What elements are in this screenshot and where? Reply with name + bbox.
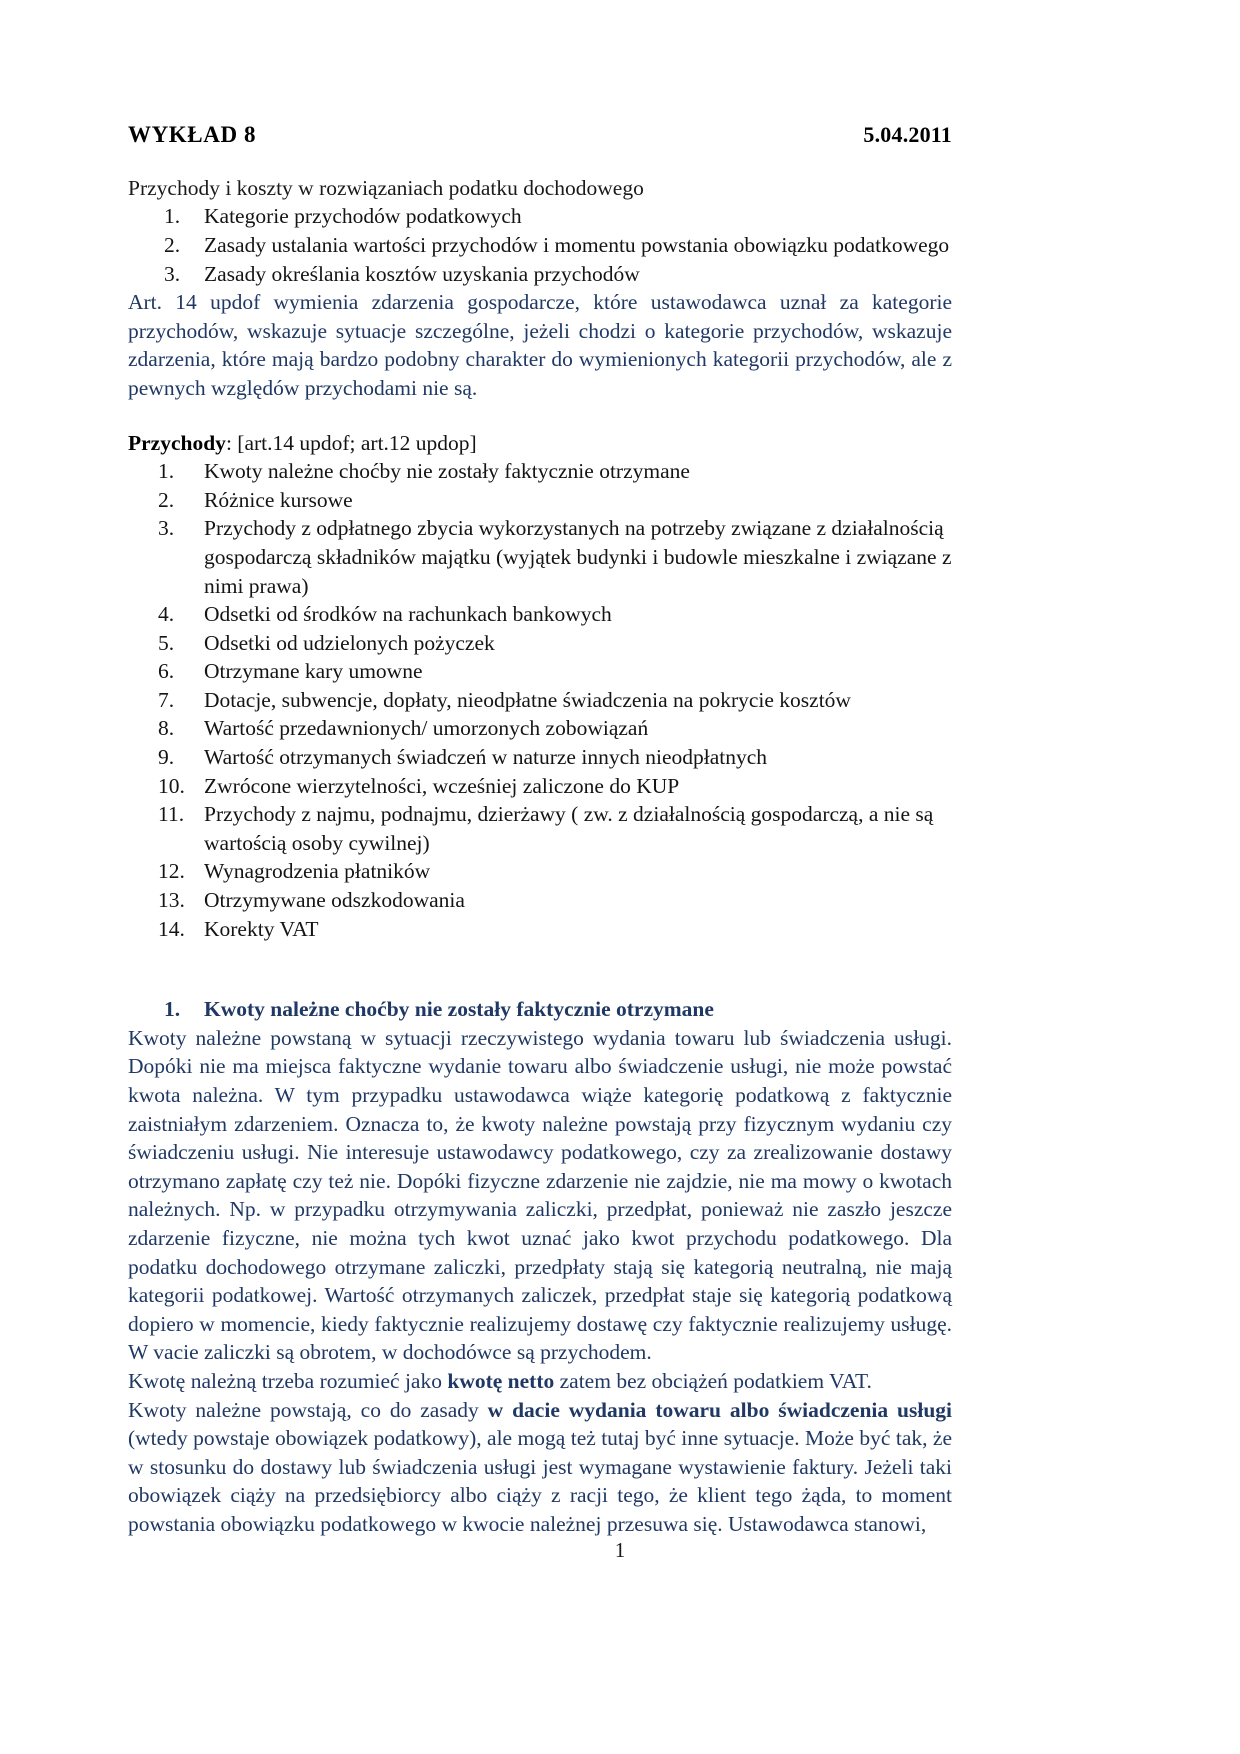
para2-after: zatem bez obciążeń podatkiem VAT. (554, 1368, 872, 1393)
list-item: Zwrócone wierzytelności, wcześniej zaliczone do KUP (204, 773, 680, 798)
para3-emphasis: w dacie wydania towaru albo świadczenia usługi (487, 1397, 953, 1422)
para2-emphasis: kwotę netto (447, 1368, 555, 1393)
intro-list (128, 202, 952, 288)
list-item: Kwoty należne choćby nie zostały faktycznie otrzymane (204, 459, 690, 484)
list-item: Przychody z odpłatnego zbycia wykorzystanych na potrzeby związane z działalnością gospodarczą składników majątku (wyjątek budynki i budowle mieszkalne i związane z nimi prawa) (204, 516, 952, 598)
list-item: Otrzymane kary umowne (204, 659, 423, 684)
list-item: Wartość przedawnionych/ umorzonych zobowiązań (204, 716, 649, 741)
przychody-list (128, 457, 952, 943)
page-number: 1 (614, 1538, 626, 1562)
para3-after: (wtedy powstaje obowiązek podatkowy), ale mogą też tutaj być inne sytuacje. Może być tak, że w stosunku do dostawy lub świadczenia usługi jest wymagane wystawienie faktury. Jeżeli taki obowiązek ciąży na przedsiębiorcy albo ciąży z racji tego, że klient tego żąda, to moment powstania obowiązku podatkowego w kwocie należnej przesuwa się. Ustawodawca stanowi, (128, 1426, 952, 1536)
section-1-heading (128, 995, 952, 1024)
section-1-number: 1. (164, 997, 181, 1022)
page-title: WYKŁAD 8 (128, 122, 257, 147)
page-content (128, 122, 952, 1539)
list-item: Odsetki od środków na rachunkach bankowych (204, 602, 612, 627)
lecture-date: 5.04.2011 (863, 122, 952, 147)
section-1-title: Kwoty należne choćby nie zostały faktycznie otrzymane (204, 997, 714, 1022)
przychody-reference: : [art.14 updof; art.12 updop] (225, 430, 477, 455)
list-item: Zasady określania kosztów uzyskania przychodów (204, 261, 640, 286)
section-1-para-2 (128, 1367, 952, 1396)
list-item: Dotacje, subwencje, dopłaty, nieodpłatne świadczenia na pokrycie kosztów (204, 687, 851, 712)
list-item: Różnice kursowe (204, 487, 353, 512)
section-1-para-3 (128, 1396, 952, 1539)
przychody-label: Przychody (128, 430, 226, 455)
para2-before: Kwotę należną trzeba rozumieć jako (128, 1368, 448, 1393)
list-item: Wartość otrzymanych świadczeń w naturze innych nieodpłatnych (204, 745, 768, 770)
para3-before: Kwoty należne powstają, co do zasady (128, 1397, 488, 1422)
section-1-body: Kwoty należne powstaną w sytuacji rzeczywistego wydania towaru lub świadczenia usługi. Dopóki nie ma miejsca faktyczne wydanie towaru albo świadczenie usługi, nie może powstać kwota należna. W tym przypadku ustawodawca wiąże kategorię podatkową z faktycznie zaistniałym zdarzeniem. Oznacza to, że kwoty należne powstają przy fizycznym wydaniu czy świadczeniu usługi. Nie interesuje ustawodawcy podatkowego, czy za zrealizowanie dostawy otrzymano zapłatę czy też nie. Dopóki fizyczne zdarzenie nie zajdzie, nie ma mowy o kwotach należnych. Np. w przypadku otrzymywania zaliczki, przedpłat, ponieważ nie zaszło jeszcze zdarzenie fizyczne, nie można tych kwot uznać jako kwot przychodu podatkowego. Dla podatku dochodowego otrzymane zaliczki, przedpłaty stają się kategorią neutralną, nie mają kategorii podatkowej. Wartość otrzymanych zaliczek, przedpłat staje się kategorią podatkową dopiero w momencie, kiedy faktycznie realizujemy dostawę czy faktycznie realizujemy usługę. W vacie zaliczki są obrotem, w dochodówce są przychodem. (128, 1025, 952, 1365)
list-item: Przychody z najmu, podnajmu, dzierżawy ( zw. z działalnością gospodarczą, a nie są wartością osoby cywilnej) (204, 802, 934, 855)
list-item: Kategorie przychodów podatkowych (204, 204, 522, 229)
intro-lead: Przychody i koszty w rozwiązaniach podatku dochodowego (128, 176, 644, 200)
list-item: Zasady ustalania wartości przychodów i momentu powstania obowiązku podatkowego (204, 232, 950, 257)
document-header (128, 122, 952, 148)
art14-paragraph: Art. 14 updof wymienia zdarzenia gospodarcze, które ustawodawca uznał za kategorie przychodów, wskazuje sytuacje szczególne, jeżeli chodzi o kategorie przychodów, wskazuje zdarzenia, które mają bardzo podobny charakter do wymienionych kategorii przychodów, ale z pewnych względów przychodami nie są. (128, 290, 952, 400)
list-item: Otrzymywane odszkodowania (204, 888, 465, 913)
list-item: Odsetki od udzielonych pożyczek (204, 630, 495, 655)
list-item: Wynagrodzenia płatników (204, 859, 431, 884)
list-item: Korekty VAT (204, 916, 319, 941)
przychody-heading (128, 429, 952, 458)
